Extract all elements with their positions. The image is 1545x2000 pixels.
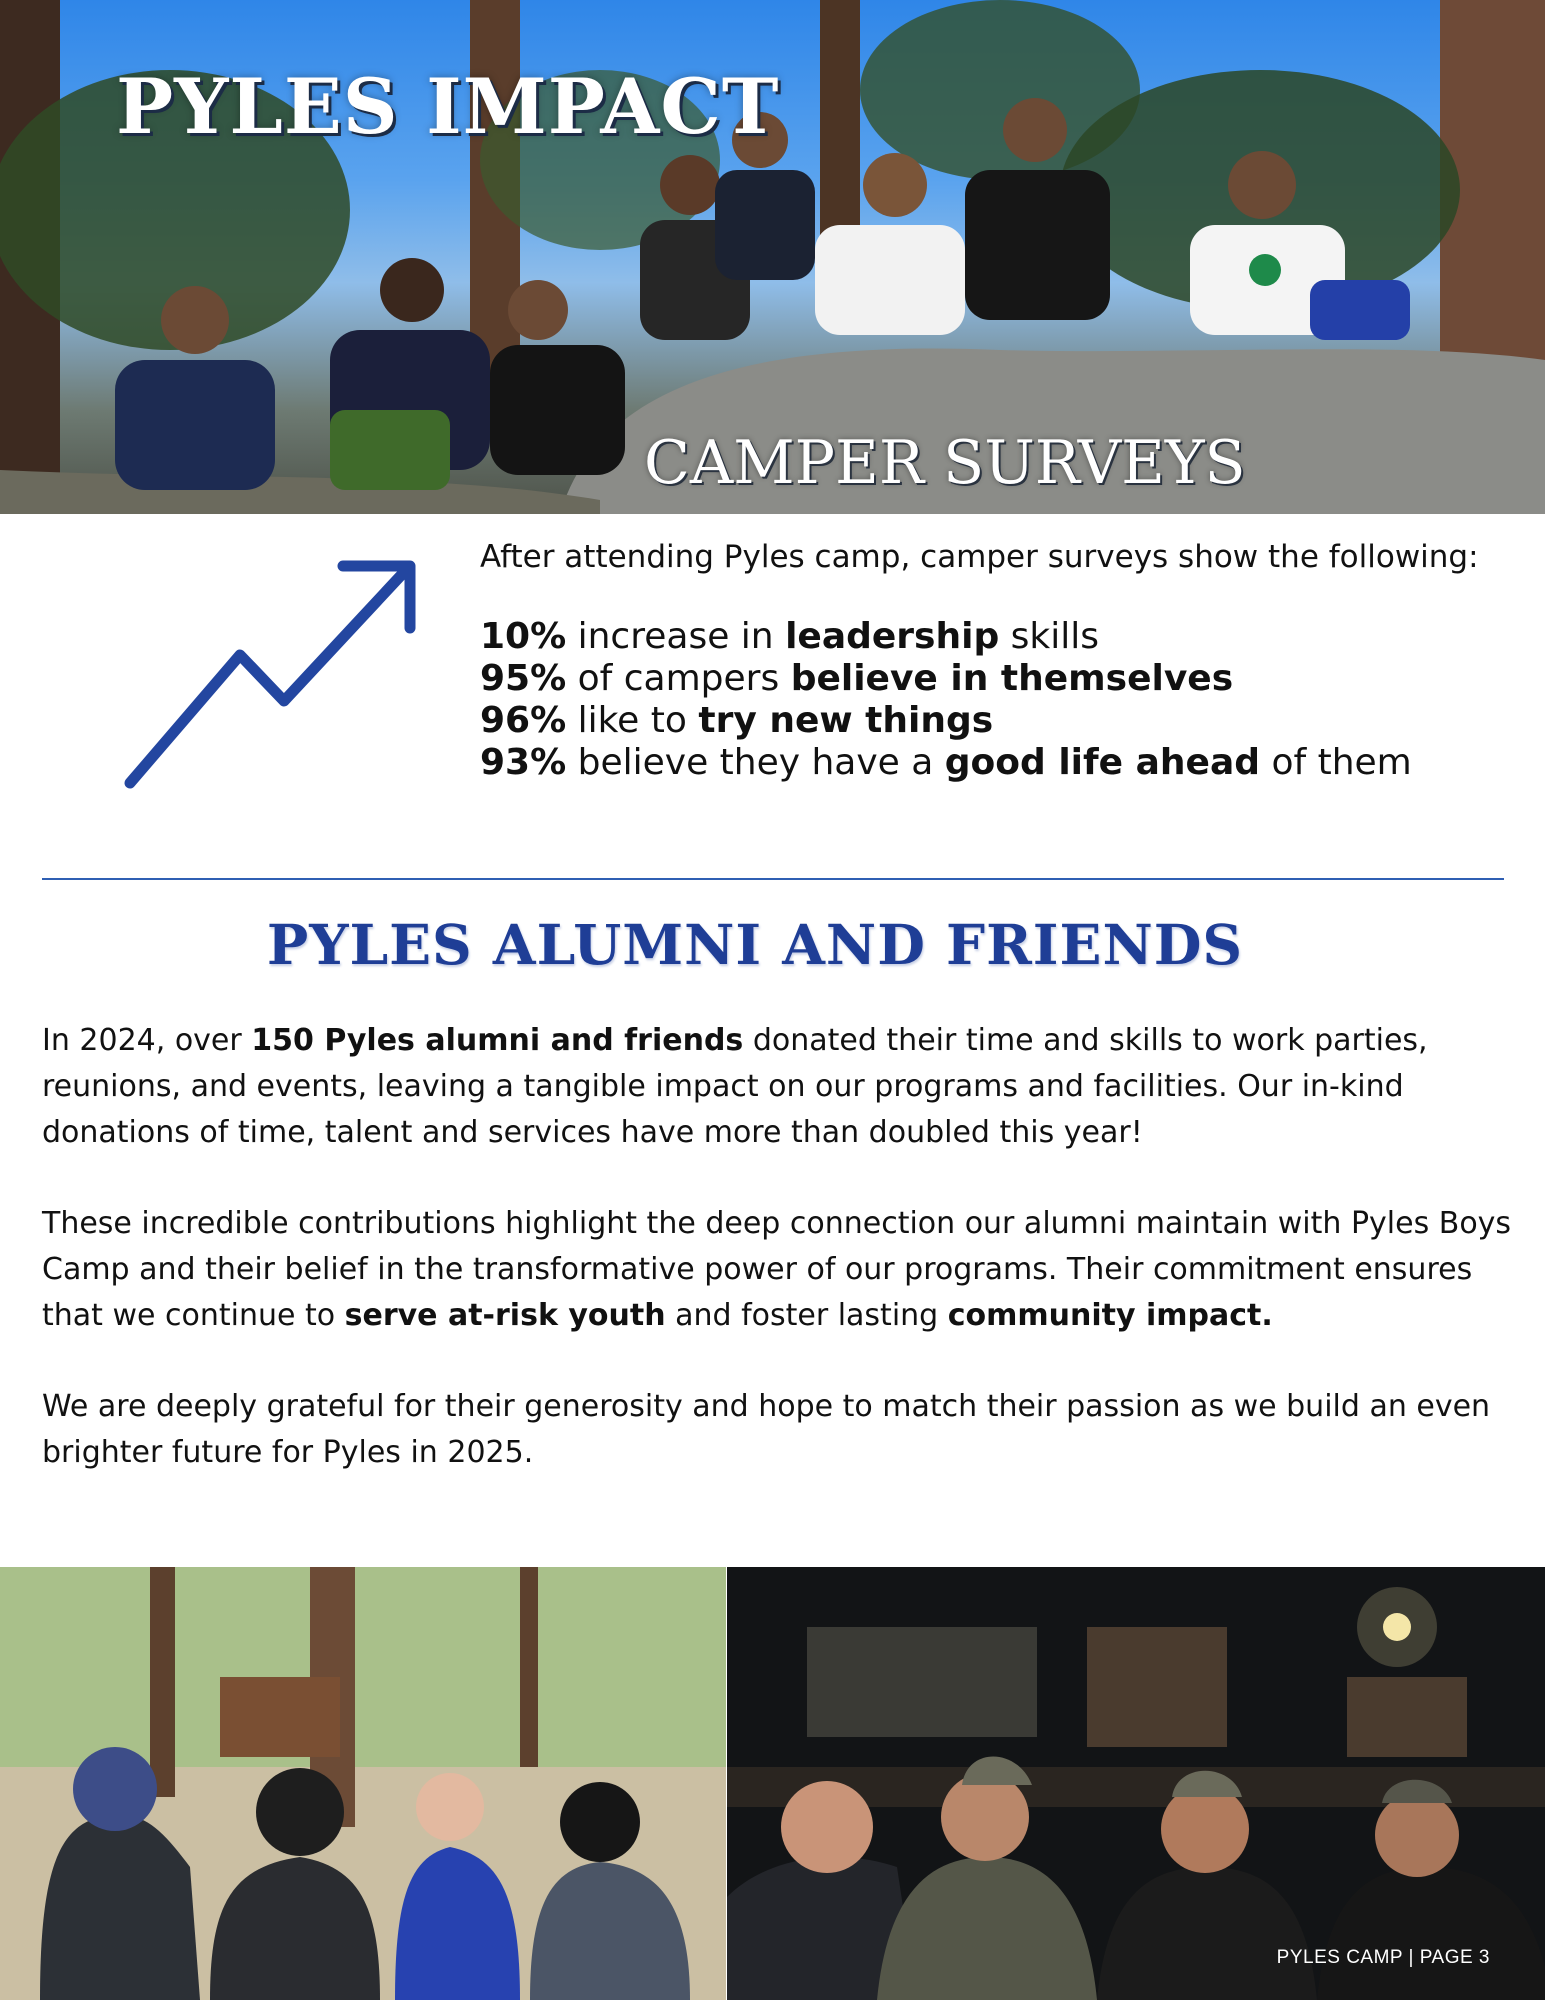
stat-text: increase in	[566, 616, 786, 657]
section-heading: PYLES ALUMNI AND FRIENDS	[266, 912, 1244, 977]
survey-results	[480, 536, 1510, 784]
hero-title: PYLES IMPACT	[116, 62, 780, 151]
gathering-illustration	[0, 1567, 726, 2000]
stat-value: 93%	[480, 742, 567, 783]
text: These incredible contributions highlight the deep connection our alumni maintain with Pyles Boys Camp and their belief in the transformative power of our programs. Their commitment ensures that we continue to	[42, 1206, 1512, 1333]
stat-text: of them	[1260, 742, 1412, 783]
stat-text: believe they have a	[566, 742, 945, 783]
photo-campers-gathering	[0, 1567, 726, 2000]
stat-value: 96%	[480, 700, 567, 741]
text: and foster lasting	[665, 1298, 948, 1333]
paragraph-3: We are deeply grateful for their generosity and hope to match their passion as we build an even brighter future for Pyles in 2025.	[42, 1389, 1491, 1470]
stat-text: skills	[999, 616, 1100, 657]
text-bold: serve at-risk youth	[344, 1298, 666, 1333]
stat-believe	[480, 658, 1510, 700]
paragraph-1	[42, 1018, 1512, 1156]
page-footer: PYLES CAMP | PAGE 3	[1276, 1947, 1490, 1968]
stat-text: like to	[566, 700, 699, 741]
text-bold: 150 Pyles alumni and friends	[251, 1023, 744, 1058]
alumni-night-illustration	[727, 1567, 1545, 2000]
stat-highlight: believe in themselves	[790, 658, 1234, 699]
paragraph-2	[42, 1201, 1512, 1339]
stat-value: 95%	[480, 658, 567, 699]
hero-photo	[0, 0, 1545, 514]
stat-value: 10%	[480, 616, 567, 657]
section-divider	[42, 878, 1504, 880]
stat-highlight: try new things	[698, 700, 994, 741]
stat-new-things	[480, 700, 1510, 742]
trend-up-arrow-icon	[118, 548, 428, 798]
alumni-body	[42, 1018, 1512, 1521]
stat-highlight: good life ahead	[944, 742, 1261, 783]
stat-highlight: leadership	[785, 616, 1000, 657]
stat-text: of campers	[566, 658, 791, 699]
text: In 2024, over	[42, 1023, 252, 1058]
photo-alumni-night	[727, 1567, 1545, 2000]
hero-subtitle: CAMPER SURVEYS	[644, 428, 1246, 498]
stat-leadership	[480, 616, 1510, 658]
survey-intro: After attending Pyles camp, camper surveys show the following:	[480, 539, 1479, 575]
text: donated their time and skills to work parties, reunions, and events, leaving a tangible impact on our programs and facilities. Our in-kind donations of time, talent and services have more than doubled this year!	[42, 1023, 1428, 1150]
text-bold: community impact.	[947, 1298, 1273, 1333]
stat-good-life	[480, 742, 1510, 784]
